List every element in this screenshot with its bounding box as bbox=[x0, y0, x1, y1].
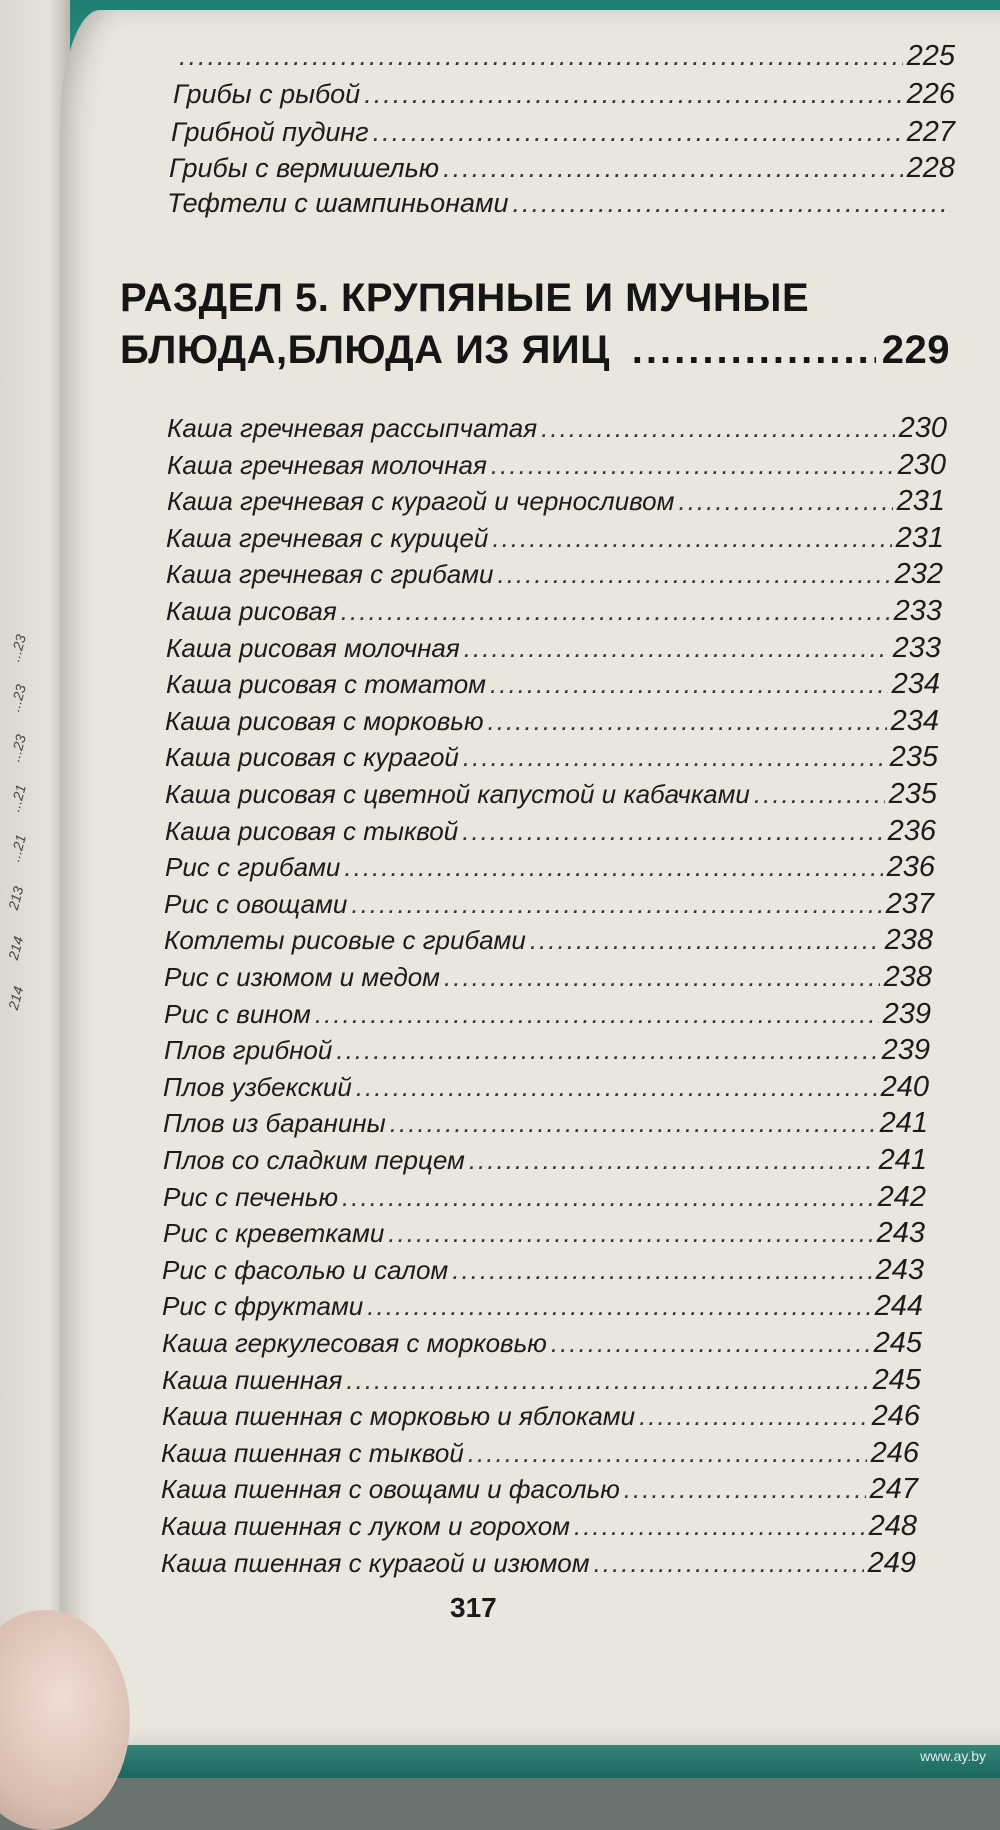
toc-entry bbox=[163, 1071, 929, 1104]
toc-entry bbox=[164, 998, 931, 1031]
toc-entry bbox=[165, 705, 939, 738]
toc-leader-dots bbox=[390, 1108, 876, 1139]
toc-entry-title: Грибы с рыбой bbox=[173, 79, 361, 109]
toc-entry-page: 235 bbox=[889, 741, 938, 774]
left-page-number: ...21 bbox=[6, 782, 29, 814]
toc-entry-title: Плов со сладким перцем bbox=[163, 1145, 465, 1175]
toc-entry bbox=[162, 1400, 920, 1433]
toc-leader-dots bbox=[678, 486, 892, 517]
toc-entry bbox=[163, 1181, 926, 1214]
toc-leader-dots bbox=[367, 1291, 870, 1322]
toc-entry-page: 236 bbox=[887, 814, 936, 847]
toc-entry bbox=[166, 595, 942, 628]
toc-entry-page: 246 bbox=[871, 1400, 920, 1433]
toc-entry bbox=[164, 1034, 930, 1067]
toc-leader-dots bbox=[488, 706, 887, 737]
left-page-number: 214 bbox=[4, 934, 27, 962]
book-cover-edge-bottom bbox=[110, 1740, 1000, 1778]
toc-leader-dots bbox=[336, 1035, 877, 1066]
toc-entry-title: Грибы с вермишелью bbox=[169, 153, 440, 183]
toc-entry-page: 243 bbox=[875, 1253, 924, 1286]
toc-entry-title: Рис с креветками bbox=[163, 1218, 385, 1249]
toc-entry-title: Каша пшенная с овощами и фасолью bbox=[161, 1474, 620, 1505]
toc-entry-title: Рис с грибами bbox=[165, 852, 341, 883]
toc-entry-title: Плов узбекский bbox=[163, 1071, 352, 1102]
toc-entry-title: Котлеты рисовые с грибами bbox=[164, 925, 526, 956]
section-heading-line1: РАЗДЕЛ 5. КРУПЯНЫЕ И МУЧНЫЕ bbox=[120, 276, 810, 320]
toc-entry-page: 248 bbox=[868, 1510, 917, 1542]
toc-entry-page: 243 bbox=[876, 1217, 925, 1250]
toc-leader-dots bbox=[574, 1511, 865, 1542]
toc-entry bbox=[163, 1107, 928, 1140]
toc-entry-page: 228 bbox=[906, 152, 955, 184]
toc-entry-title: Каша пшенная с тыквой bbox=[161, 1437, 464, 1468]
toc-entry-title: Каша рисовая молочная bbox=[166, 632, 460, 663]
toc-entry-title: Каша рисовая с цветной капустой и кабачками bbox=[165, 779, 750, 809]
toc-entry bbox=[173, 78, 955, 111]
toc-leader-dots bbox=[341, 596, 890, 627]
toc-leader-dots bbox=[594, 1548, 864, 1579]
toc-entry-title: Грибной пудинг bbox=[171, 117, 369, 147]
toc-entry bbox=[164, 961, 932, 994]
left-page-number: 213 bbox=[4, 884, 27, 912]
toc-entry bbox=[166, 558, 943, 591]
toc-entry-title: Рис с фасолью и салом bbox=[162, 1254, 449, 1285]
toc-entry bbox=[161, 1510, 917, 1543]
toc-leader-dots bbox=[179, 41, 903, 72]
toc-entry bbox=[169, 152, 955, 185]
toc-entry-title: Каша рисовая bbox=[166, 596, 337, 626]
toc-leader-dots bbox=[491, 450, 894, 481]
toc-entry bbox=[165, 815, 936, 848]
toc-entry-page: 233 bbox=[892, 631, 941, 664]
toc-leader-dots bbox=[315, 999, 879, 1030]
left-page-number: ...23 bbox=[6, 632, 29, 664]
page-number: 317 bbox=[450, 1592, 497, 1623]
toc-entry bbox=[175, 40, 955, 73]
toc-entry bbox=[165, 778, 937, 811]
toc-leader-dots bbox=[373, 117, 903, 148]
toc-entry bbox=[163, 1217, 925, 1250]
toc-entry bbox=[166, 632, 941, 665]
toc-entry-page: 240 bbox=[880, 1070, 929, 1103]
toc-entry-page: 241 bbox=[878, 1144, 927, 1176]
toc-entry-page: 247 bbox=[869, 1473, 918, 1506]
toc-entry-title: Каша пшенная с курагой и изюмом bbox=[161, 1547, 590, 1578]
left-page-number: 214 bbox=[4, 984, 27, 1012]
toc-entry-page: 239 bbox=[882, 997, 931, 1030]
toc-leader-dots bbox=[342, 1182, 874, 1213]
toc-leader-dots bbox=[351, 889, 881, 920]
toc-entry-page: 244 bbox=[874, 1290, 923, 1323]
toc-entry-title: Каша рисовая с томатом bbox=[166, 669, 486, 700]
toc-entry-page: 230 bbox=[898, 412, 947, 444]
toc-entry bbox=[165, 741, 938, 774]
toc-entry-title: Рис с овощами bbox=[164, 888, 348, 919]
toc-leader-dots bbox=[464, 633, 889, 664]
toc-entry bbox=[167, 412, 947, 445]
toc-leader-dots bbox=[468, 1438, 867, 1469]
toc-leader-dots bbox=[624, 1474, 866, 1505]
left-page-number: ...21 bbox=[6, 832, 29, 864]
section-leader-dots bbox=[632, 324, 876, 376]
toc-entry-page: 249 bbox=[867, 1546, 916, 1579]
section-heading bbox=[120, 272, 950, 376]
toc-leader-dots bbox=[490, 669, 888, 700]
toc-entry-page: 232 bbox=[894, 558, 943, 591]
toc-entry-title: Каша пшенная bbox=[162, 1364, 343, 1395]
toc-entry-title: Каша гречневая с грибами bbox=[166, 559, 494, 590]
toc-entry bbox=[161, 1437, 919, 1470]
toc-entry-page: 234 bbox=[890, 704, 939, 737]
toc-entry-page: 239 bbox=[881, 1034, 930, 1067]
toc-entry-title: Каша гречневая с курагой и черносливом bbox=[167, 486, 675, 517]
toc-entry-title: Каша пшенная с луком и горохом bbox=[161, 1511, 570, 1541]
toc-entry bbox=[162, 1364, 921, 1397]
toc-leader-dots bbox=[443, 153, 903, 184]
toc-entry-page: 234 bbox=[891, 668, 940, 701]
toc-entry-page: 226 bbox=[906, 78, 955, 110]
toc-entry-title: Плов грибной bbox=[164, 1035, 333, 1066]
toc-leader-dots bbox=[356, 1072, 877, 1103]
watermark: www.ay.by bbox=[920, 1748, 986, 1764]
toc-entry-page: 230 bbox=[897, 448, 946, 481]
toc-entry-page: 233 bbox=[893, 595, 942, 627]
toc-entry-title: Каша гречневая молочная bbox=[167, 449, 487, 480]
toc-entry-title: Плов из баранины bbox=[163, 1108, 386, 1139]
toc-entry-title: Каша рисовая с морковью bbox=[165, 705, 484, 736]
toc-entry bbox=[163, 1144, 927, 1177]
toc-leader-dots bbox=[462, 816, 883, 847]
toc-entry bbox=[166, 522, 944, 555]
toc-entry-page: 238 bbox=[884, 924, 933, 957]
section-heading-line2: БЛЮДА,БЛЮДА ИЗ ЯИЦ bbox=[120, 328, 610, 372]
toc-entry-title: Каша геркулесовая с морковью bbox=[162, 1328, 547, 1358]
toc-leader-dots bbox=[551, 1328, 870, 1359]
toc-entry-page: 238 bbox=[883, 961, 932, 993]
toc-leader-dots bbox=[497, 559, 890, 590]
toc-entry-title: Каша пшенная с морковью и яблоками bbox=[162, 1401, 636, 1432]
toc-entry bbox=[166, 668, 940, 701]
toc-entry bbox=[162, 1327, 922, 1360]
toc-entry-page: 246 bbox=[870, 1436, 919, 1469]
toc-entry-page: 231 bbox=[896, 485, 945, 518]
toc-entry-page: 227 bbox=[906, 116, 955, 148]
toc-entry-page: 245 bbox=[872, 1363, 921, 1396]
toc-leader-dots bbox=[444, 962, 880, 993]
toc-entry-page: 241 bbox=[879, 1107, 928, 1140]
toc-leader-dots bbox=[639, 1401, 868, 1432]
toc-leader-dots bbox=[754, 779, 885, 810]
toc-entry-title: Рис с вином bbox=[164, 998, 311, 1029]
toc-entry-title: Каша гречневая с курицей bbox=[166, 522, 489, 553]
toc-entry-title: Рис с печенью bbox=[163, 1181, 339, 1212]
toc-entry bbox=[161, 1547, 916, 1580]
toc-leader-dots bbox=[513, 188, 951, 219]
toc-entry-title: Тефтели с шампиньонами bbox=[167, 188, 509, 218]
toc-leader-dots bbox=[452, 1255, 871, 1286]
toc-leader-dots bbox=[344, 852, 882, 883]
toc-entry bbox=[164, 924, 933, 957]
toc-entry bbox=[161, 1473, 918, 1506]
toc-entry-title: Каша гречневая рассыпчатая bbox=[167, 413, 538, 443]
toc-entry-page: 231 bbox=[895, 521, 944, 554]
toc-entry bbox=[165, 851, 935, 884]
toc-entry-page: 237 bbox=[885, 887, 934, 920]
toc-entry bbox=[167, 188, 955, 219]
toc-entry-title: Рис с изюмом и медом bbox=[164, 962, 441, 992]
toc-entry-page: 245 bbox=[873, 1327, 922, 1359]
toc-entry-title: Каша рисовая с курагой bbox=[165, 742, 459, 773]
toc-entry bbox=[171, 116, 955, 149]
toc-leader-dots bbox=[364, 79, 902, 110]
toc-leader-dots bbox=[346, 1365, 868, 1396]
section-page-number: 229 bbox=[881, 328, 950, 372]
left-page-number: ...23 bbox=[6, 732, 29, 764]
left-page-number: ...23 bbox=[6, 682, 29, 714]
toc-entry bbox=[164, 888, 934, 921]
toc-entry-page: 235 bbox=[888, 778, 937, 810]
toc-entry-page: 225 bbox=[906, 40, 955, 72]
toc-leader-dots bbox=[463, 742, 886, 773]
toc-leader-dots bbox=[469, 1145, 875, 1176]
toc-leader-dots bbox=[388, 1218, 872, 1249]
toc-entry bbox=[167, 485, 945, 518]
toc-entry bbox=[162, 1254, 924, 1287]
toc-leader-dots bbox=[530, 925, 881, 956]
toc-entry bbox=[162, 1290, 923, 1323]
toc-entry-page: 236 bbox=[886, 851, 935, 884]
toc-leader-dots bbox=[492, 523, 891, 554]
toc-leader-dots bbox=[541, 413, 894, 444]
toc-entry-page: 242 bbox=[877, 1180, 926, 1213]
toc-entry-title: Каша рисовая с тыквой bbox=[165, 815, 459, 846]
toc-entry bbox=[167, 449, 946, 482]
toc-entry-title: Рис с фруктами bbox=[162, 1291, 364, 1322]
